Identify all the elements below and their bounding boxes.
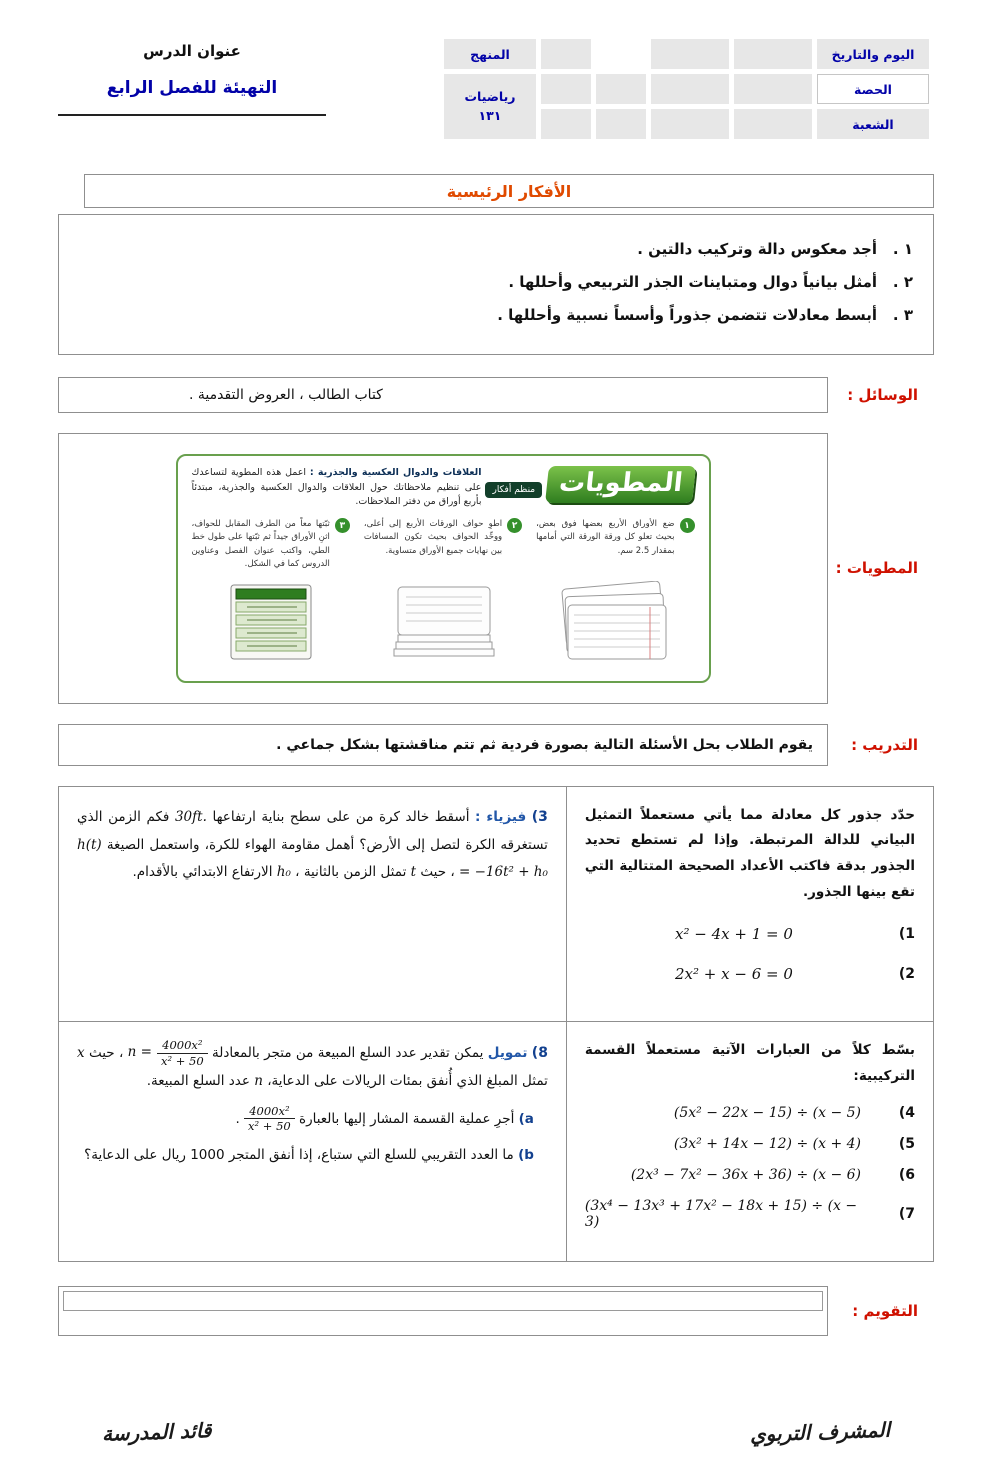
physics-text-2: فكم الزمن الذي تستغرقه الكرة لتصل إلى الأرض؟ أهمل مقاومة الهواء للكرة، واستعمل الصيغة [77,808,548,853]
idea-text: أجد معكوس دالة وتركيب دالتين . [637,240,877,258]
period-field-2 [651,74,729,104]
foldables-intro-text: اعمل هذه المطوية لتساعدك على تنظيم ملاحظاتك حول العلاقات والدوال العكسية والجذرية، مبتدئاً بأربع أوراق من دفتر الملاحظات. [191,467,482,508]
footer [58,1356,934,1447]
roots-intro: حدّد جذور كل معادلة مما يأتي مستعملاً التمثيل البياني للدالة المرتبطة. وإذا لم تستطع تحديد الجذور بدقة فاكتب الأعداد الصحيحة المتتالية التي تقع بينها الجذور. [584,806,915,900]
subitem-a-fraction [244,1104,295,1134]
finance-text-4: عدد السلع المبيعة. [146,1073,250,1090]
finance-n-prefix: n = [127,1044,152,1061]
subitem-a-text: أجرِ عملية القسمة المشار إليها بالعبارة [299,1110,515,1127]
equation-1-number: (1 [898,926,915,943]
idea-organizer-badge: منظم أفكار [485,482,542,498]
finance-fraction [157,1038,208,1068]
main-idea-item [79,272,913,293]
main-idea-item [79,239,913,260]
physics-value-30ft: 30ft. [174,808,207,825]
training-box [58,724,828,766]
subitem-a-number: (a [518,1110,534,1127]
stacked-papers-illustration [556,571,674,667]
fraction-denominator: x² + 50 [248,1119,291,1134]
training-section [58,724,934,766]
foldables-section [58,433,934,704]
supervisor-signature: المشرف التربوي [749,1417,891,1447]
equation-row-2 [585,965,915,983]
physics-symbol-h0: h₀ [276,864,291,881]
step-1-text: ضع الأوراق الأربع بعضها فوق بعض، بحيث تعلو كل ورقة الورقة التي أمامها بمقدار 2.5 سم. [536,519,675,556]
main-ideas-title: الأفكار الرئيسية [446,181,572,201]
curriculum-label: المنهج [444,39,536,69]
evaluation-section [58,1286,934,1336]
training-text: يقوم الطلاب بحل الأسئلة التالية بصورة فردية ثم تتم مناقشتها بشكل جماعي . [276,736,813,753]
foldables-ribbon-wrap [485,466,694,510]
finance-formula [128,1038,208,1068]
foldables-steps [192,518,695,667]
idea-number: ٢ . [892,273,913,291]
fraction-numerator: 4000x² [157,1038,208,1053]
physics-tag: فيزياء : [475,808,527,825]
finance-text-2: ، حيث [88,1045,124,1062]
period-field-1 [734,74,812,104]
evaluation-box [58,1286,828,1336]
main-ideas-title-box [84,174,934,208]
section-label: الشعبة [817,109,929,139]
subitem-a-period: . [235,1110,240,1127]
physics-problem-cell [59,787,566,1023]
physics-problem-text [77,803,548,887]
lesson-title: التهيئة للفصل الرابع [106,78,278,98]
materials-text: كتاب الطالب ، العروض التقدمية . [189,387,383,403]
physics-text-3: ، حيث [420,864,455,881]
header [58,34,934,144]
division-5-expression: (3x² + 14x − 12) ÷ (x + 4) [673,1135,861,1152]
division-4-expression: (5x² − 22x − 15) ÷ (x − 5) [673,1104,861,1121]
subitem-b-number: (b [518,1146,534,1163]
finance-problem-cell [59,1022,566,1260]
foldables-ribbon-title: المطويات [545,466,696,503]
lesson-title-block [58,38,326,116]
curriculum-value [444,74,536,139]
foldables-label: المطويات : [835,559,918,578]
finance-subitem-b [77,1142,534,1168]
foldables-intro-lead: العلاقات والدوال العكسية والجذرية : [309,467,482,478]
curriculum-value-line2: ١٣١ [478,107,502,123]
physics-text-5: الارتفاع الابتدائي بالأقدام. [132,864,273,881]
division-5-number: (5 [898,1135,915,1152]
idea-number: ٣ . [892,306,913,324]
equation-2-expression: 2x² + x − 6 = 0 [675,965,793,984]
fraction-numerator: 4000x² [244,1104,295,1119]
finance-symbol-x: x [77,1045,85,1062]
folded-papers-illustration [384,571,502,667]
division-row-4 [585,1105,915,1121]
main-ideas-box [58,214,934,355]
division-6-number: (6 [898,1166,915,1183]
header-spacer [596,39,646,69]
lesson-label: عنوان الدرس [143,42,241,60]
materials-label: الوسائل : [847,386,918,404]
foldables-intro [192,466,486,510]
period-field-4 [541,74,591,104]
physics-formula: h(t) = −16t² + h₀ [77,836,548,881]
section-field-1 [734,109,812,139]
idea-number: ١ . [892,240,913,258]
finance-tag: تمويل [487,1045,528,1062]
finance-text-3: تمثل المبلغ الذي أُنفق بمئات الريالات على الدعاية، [267,1073,548,1090]
main-idea-item [79,305,913,326]
step-1-row [536,518,694,558]
step-3-text: ثبّتها معاً من الطرف المقابل للحواف، اثنِ الأوراق جيداً ثم ثبّتها على طول خط الطي، واكتب عنوان الفصل وعناوين الدروس كما في الشكل. [191,519,330,569]
step-3-number-badge: ٣ [335,518,350,533]
step-3-row [192,518,350,571]
division-4-number: (4 [898,1104,915,1121]
physics-problem-number: (3 [531,808,548,825]
division-row-6 [585,1167,915,1183]
evaluation-write-line [63,1291,823,1311]
curriculum-value-line1: رياضيات [464,88,516,104]
principal-signature: قائد المدرسة [101,1417,212,1446]
division-7-number: (7 [898,1205,915,1222]
materials-box [58,377,828,413]
problems-box [58,786,934,1262]
equation-2-number: (2 [898,966,915,983]
curriculum-field [541,39,591,69]
step-1-number-badge: ١ [680,518,695,533]
header-form-table [439,34,934,144]
division-row-5 [585,1136,915,1152]
section-field-3 [596,109,646,139]
division-problems-cell [566,1022,933,1260]
materials-section [58,377,934,413]
foldable-step-2 [364,518,522,667]
section-field-4 [541,109,591,139]
subitem-b-text: ما العدد التقريبي للسلع التي ستباع، إذا أنفق المتجر 1000 ريال على الدعاية؟ [84,1146,514,1163]
day-date-label: اليوم والتاريخ [817,39,929,69]
step-2-number-badge: ٢ [507,518,522,533]
foldables-card-header [192,466,695,510]
period-label: الحصة [817,74,929,104]
training-label: التدريب : [851,735,918,754]
evaluation-label: التقويم : [852,1301,918,1320]
foldable-step-1 [536,518,694,667]
day-date-field-1 [734,39,812,69]
step-2-text: اطوِ حواف الورقات الأربع إلى أعلى، ووحِّد الحواف بحيث تكون المسافات بين نهايات جميع الأوراق متساوية. [363,519,503,556]
division-6-expression: (2x³ − 7x² − 36x + 36) ÷ (x − 6) [630,1166,861,1183]
equation-1-expression: x² − 4x + 1 = 0 [675,925,793,944]
foldable-step-3 [192,518,350,667]
division-intro: بسّط كلاً من العبارات الآتية مستعملاً القسمة التركيبية: [584,1042,915,1085]
step-2-row [364,518,522,558]
finance-text-1: يمكن تقدير عدد السلع المبيعة من متجر بالمعادلة [211,1045,484,1062]
equation-row-1 [585,925,915,943]
physics-text-1: أسقط خالد كرة من على سطح بناية ارتفاعها [212,808,470,825]
fraction [244,1104,295,1134]
finance-symbol-n: n [254,1073,263,1090]
physics-text-4: تمثل الزمن بالثانية ، [295,864,407,881]
fraction-denominator: x² + 50 [160,1053,204,1068]
section-field-2 [651,109,729,139]
finance-problem-number: (8 [531,1045,548,1062]
roots-problems-cell [566,787,933,1023]
day-date-field-2 [651,39,729,69]
tabbed-foldable-illustration [217,571,325,667]
problems-grid [59,787,933,1261]
finance-problem-text [77,1038,548,1095]
division-7-expression: (3x⁴ − 13x³ + 17x² − 18x + 15) ÷ (x − 3) [584,1197,858,1230]
physics-symbol-t: t [410,864,417,881]
period-field-3 [596,74,646,104]
idea-text: أمثل بيانياً دوال ومتباينات الجذر التربيعي وأحللها . [508,273,877,291]
division-row-7 [585,1198,915,1230]
finance-subitem-a [77,1104,534,1134]
idea-text: أبسط معادلات تتضمن جذوراً وأسساً نسبية وأحللها . [497,306,877,324]
foldables-card [176,454,711,683]
foldables-box [58,433,828,704]
